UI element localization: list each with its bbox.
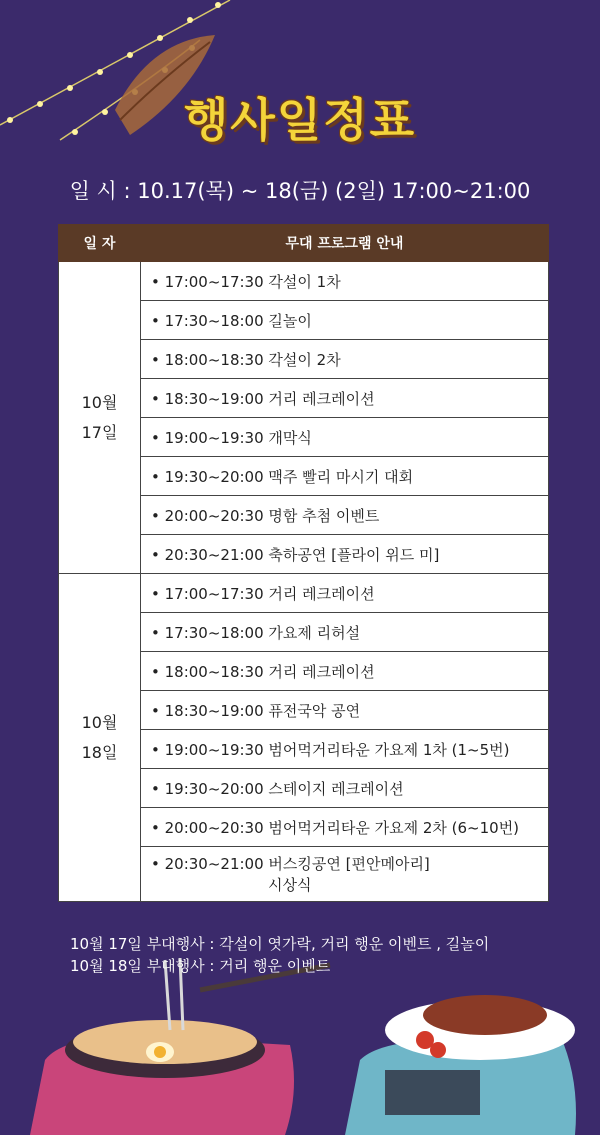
- schedule-table: [58, 224, 549, 902]
- day-cell-18: [59, 574, 141, 902]
- schedule-item: • 17:00~17:30 각설이 1차: [141, 262, 549, 301]
- schedule-item: • 18:00~18:30 각설이 2차: [141, 340, 549, 379]
- side-events-notes: [70, 933, 489, 977]
- schedule-item: • 17:30~18:00 가요제 리허설: [141, 613, 549, 652]
- schedule-item: • 19:00~19:30 범어먹거리타운 가요제 1차 (1~5번): [141, 730, 549, 769]
- side-event-line: 10월 18일 부대행사 : 거리 행운 이벤트: [70, 957, 331, 975]
- event-date-line: 일 시 : 10.17(목) ~ 18(금) (2일) 17:00~21:00: [69, 179, 531, 203]
- day-label-month: 10월: [81, 712, 118, 732]
- schedule-item: • 19:30~20:00 스테이지 레크레이션: [141, 769, 549, 808]
- schedule-item: • 20:00~20:30 명함 추첨 이벤트: [141, 496, 549, 535]
- schedule-item: • 17:00~17:30 거리 레크레이션: [141, 574, 549, 613]
- schedule-item: [141, 847, 549, 902]
- header-program: 무대 프로그램 안내: [141, 225, 549, 262]
- schedule-item: • 18:00~18:30 거리 레크레이션: [141, 652, 549, 691]
- table-header-row: [59, 225, 549, 262]
- schedule-item: • 17:30~18:00 길놀이: [141, 301, 549, 340]
- page-title: 행사일정표: [183, 93, 417, 147]
- header-date: 일 자: [59, 225, 141, 262]
- schedule-item: • 18:30~19:00 거리 레크레이션: [141, 379, 549, 418]
- table-row: [59, 574, 549, 613]
- side-event-line: 10월 17일 부대행사 : 각설이 엿가락, 거리 행운 이벤트 , 길놀이: [70, 935, 490, 953]
- schedule-item: • 19:30~20:00 맥주 빨리 마시기 대회: [141, 457, 549, 496]
- day-label-month: 10월: [81, 392, 118, 412]
- schedule-item: • 18:30~19:00 퓨전국악 공연: [141, 691, 549, 730]
- day-cell-17: [59, 262, 141, 574]
- schedule-item: • 19:00~19:30 개막식: [141, 418, 549, 457]
- schedule-item: • 20:30~21:00 축하공연 [플라이 위드 미]: [141, 535, 549, 574]
- day-label-day: 18일: [81, 742, 118, 762]
- day-label-day: 17일: [81, 422, 118, 442]
- schedule-item: • 20:00~20:30 범어먹거리타운 가요제 2차 (6~10번): [141, 808, 549, 847]
- table-row: [59, 262, 549, 301]
- schedule-item-text: • 20:30~21:00 버스킹공연 [편안메아리]: [151, 855, 430, 873]
- schedule-item-subtext: 시상식: [268, 876, 312, 894]
